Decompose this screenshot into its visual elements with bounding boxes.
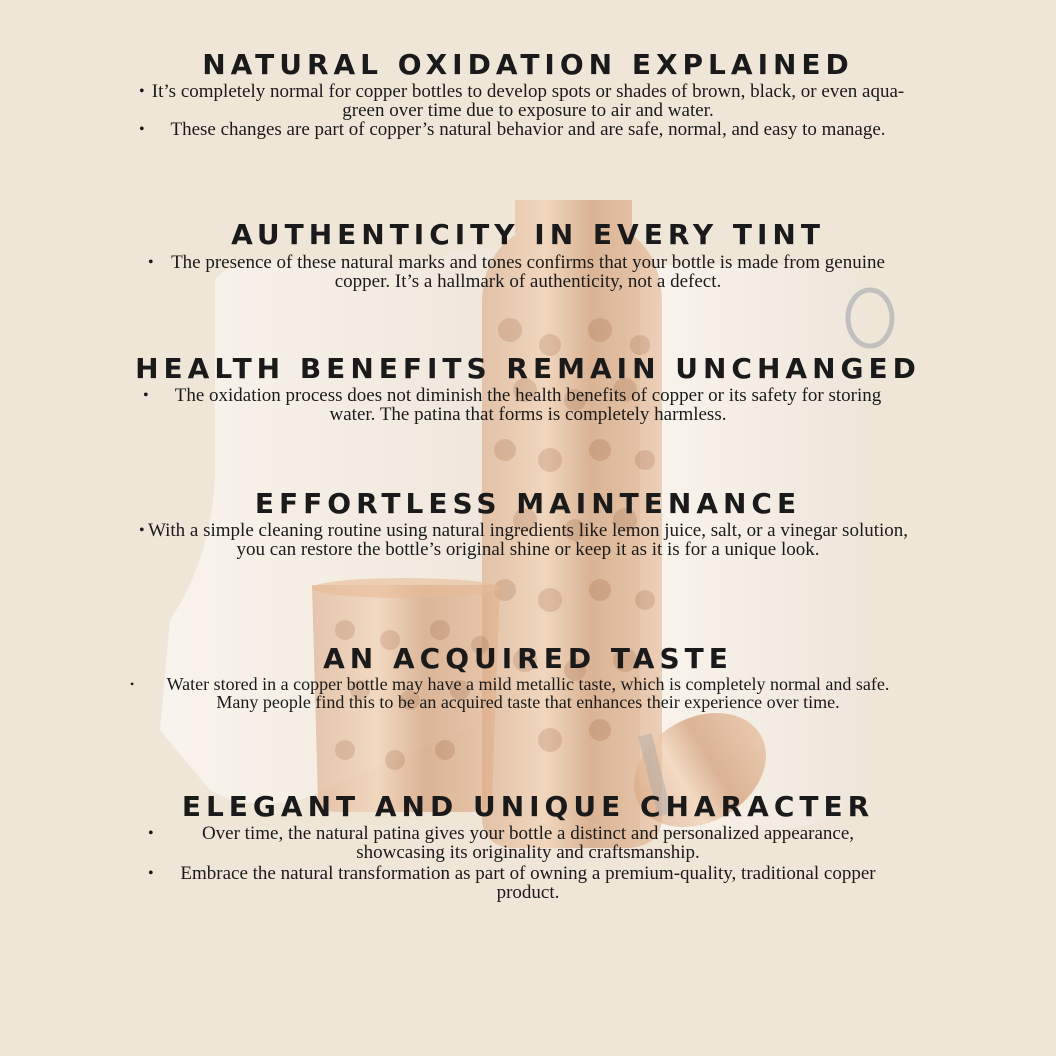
bullet-item (139, 119, 913, 140)
bullet-dot-icon: • (148, 254, 154, 271)
bullet-text: These changes are part of copper’s natural behavior and are safe, normal, and easy to manage. (170, 119, 886, 140)
section-heading: AUTHENTICITY IN EVERY TINT (231, 218, 825, 251)
section-authenticity (0, 219, 1056, 291)
section-maintenance (0, 488, 1056, 559)
section-acquired-taste (0, 643, 1056, 711)
bullet-list (0, 521, 1056, 559)
bullet-list (0, 824, 1056, 902)
bullet-list (0, 253, 1056, 291)
section-heading: EFFORTLESS MAINTENANCE (254, 487, 802, 520)
section-heading: NATURAL OXIDATION EXPLAINED (202, 48, 854, 81)
bullet-text: The presence of these natural marks and tones confirms that your bottle is made from genuine copper. It’s a hallmark of authenticity, not a defect. (171, 252, 885, 292)
bullet-item (148, 863, 898, 903)
bullet-item (139, 520, 913, 560)
bullet-list (0, 675, 1056, 711)
bullet-text: Over time, the natural patina gives your bottle a distinct and personalized appearance, showcasing its originality and craftsmanship. (201, 823, 855, 863)
section-heading: HEALTH BENEFITS REMAIN UNCHANGED (135, 352, 921, 385)
section-elegant-character (0, 791, 1056, 902)
bullet-list (0, 386, 1056, 424)
bullet-dot-icon: • (139, 522, 145, 539)
section-heading: AN ACQUIRED TASTE (323, 642, 733, 675)
bullet-dot-icon: • (148, 825, 154, 842)
section-heading: ELEGANT AND UNIQUE CHARACTER (181, 790, 875, 823)
bullet-dot-icon: • (130, 677, 135, 691)
bullet-dot-icon: • (148, 865, 154, 882)
bullet-text: It’s completely normal for copper bottles to develop spots or shades of brown, black, or even aqua-green over time due to exposure to air and water. (151, 81, 905, 121)
bullet-dot-icon: • (139, 83, 145, 100)
bullet-item (148, 823, 898, 863)
bullet-item (148, 252, 898, 292)
section-health-benefits (0, 353, 1056, 424)
section-natural-oxidation (0, 49, 1056, 139)
copper-glass-rim (312, 578, 500, 598)
bullet-text: The oxidation process does not diminish the health benefits of copper or its safety for storing water. The patina that forms is completely harmless. (174, 385, 882, 425)
bullet-item (139, 81, 913, 121)
bullet-dot-icon: • (139, 121, 145, 138)
bullet-text: With a simple cleaning routine using natural ingredients like lemon juice, salt, or a vinegar solution, you can restore the bottle’s original shine or keep it as it is for a unique look. (147, 520, 909, 560)
bullet-list (0, 82, 1056, 139)
bullet-item (143, 385, 903, 425)
bullet-text: Embrace the natural transformation as part of owning a premium-quality, traditional copper product. (180, 863, 876, 903)
bullet-item (130, 674, 908, 712)
bullet-dot-icon: • (143, 387, 149, 404)
bullet-text: Water stored in a copper bottle may have a mild metallic taste, which is completely normal and safe. Many people find this to be an acquired taste that enhances their experience over time. (166, 674, 890, 712)
